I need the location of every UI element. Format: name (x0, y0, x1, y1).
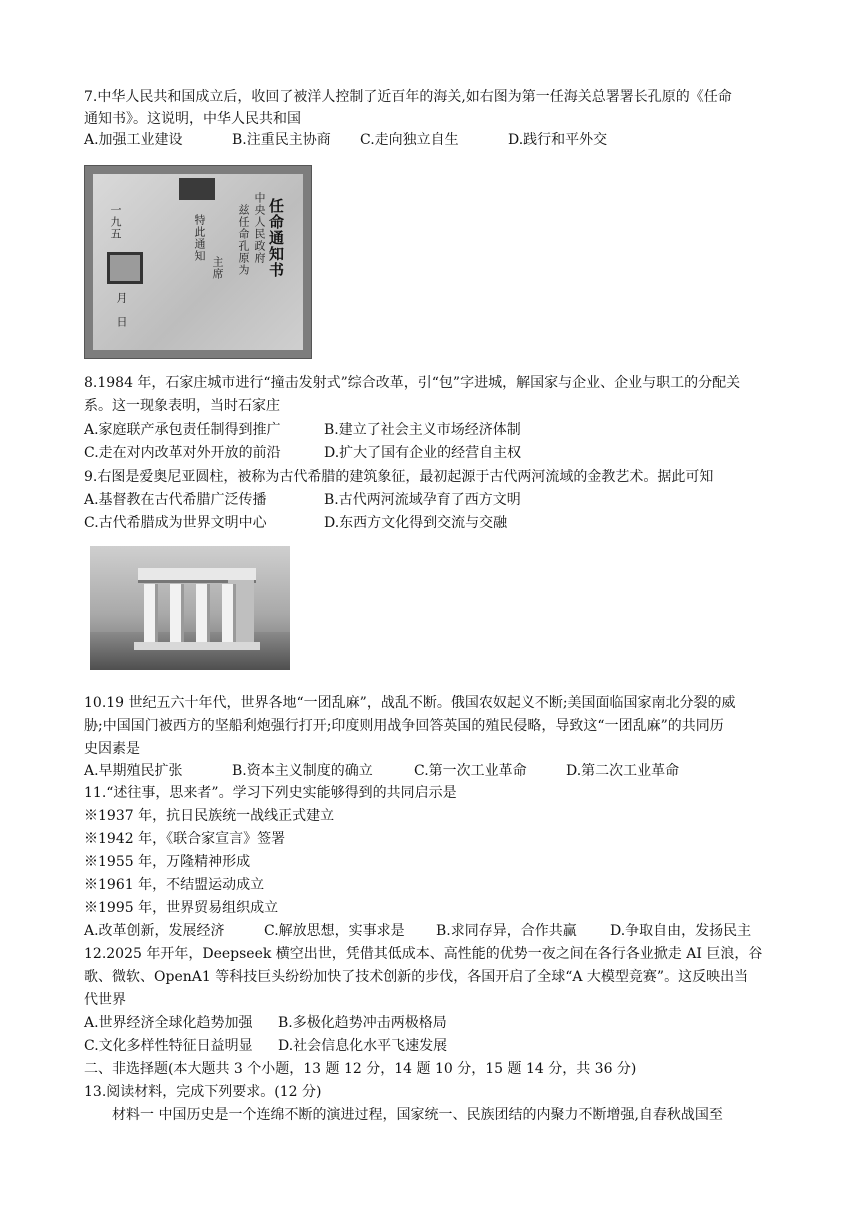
notice-notify-text: 特此通知 (193, 214, 206, 262)
q7-stem-line2: 通知书》。这说明，中华人民共和国 (84, 111, 301, 127)
q8-stem-line2: 系。这一现象表明，当时石家庄 (84, 398, 280, 414)
q10-option-a: A.早期殖民扩张 (84, 763, 183, 779)
notice-paper (93, 174, 303, 350)
notice-appointee-text: 兹任命孔原为 (237, 204, 250, 276)
q7-stem-line1: 7.中华人民共和国成立后，收回了被洋人控制了近百年的海关,如右图为第一任海关总署署长孔原的《任命 (84, 89, 732, 105)
photo-ground (90, 632, 290, 670)
q10-stem-line3: 史因素是 (84, 741, 140, 757)
q8-stem-line1: 8.1984 年，石家庄城市进行“撞击发射式”综合改革，引“包”字进城，解国家与企业、企业与职工的分配关 (84, 375, 741, 391)
q12-option-d: D.社会信息化水平飞速发展 (278, 1038, 448, 1054)
red-seal-icon (107, 252, 143, 284)
q7-option-d: D.践行和平外交 (508, 132, 608, 148)
q11-fact: ※1961 年，不结盟运动成立 (84, 877, 265, 893)
q13-material1: 材料一 中国历史是一个连绵不断的演进过程，国家统一、民族团结的内聚力不断增强,自春秋战国至 (112, 1107, 723, 1123)
q13-stem-line1: 13.阅读材料，完成下列要求。(12 分) (84, 1084, 322, 1100)
q12-option-b: B.多极化趋势冲击两极格局 (278, 1015, 447, 1031)
ionic-column (144, 584, 155, 642)
notice-sign-text: 主席 (211, 256, 224, 280)
photo-stamp (179, 178, 215, 200)
q10-option-c: C.第一次工业革命 (414, 763, 527, 779)
temple-base (134, 642, 260, 650)
q11-fact: ※1995 年，世界贸易组织成立 (84, 900, 279, 916)
q9-option-c: C.古代希腊成为世界文明中心 (84, 515, 267, 531)
q8-option-b: B.建立了社会主义市场经济体制 (324, 422, 521, 438)
notice-date-md: 月 日 (115, 292, 128, 328)
q11-option-c: C.解放思想，实事求是 (264, 923, 405, 939)
q8-option-d: D.扩大了国有企业的经营自主权 (324, 445, 522, 461)
q10-option-d: D.第二次工业革命 (566, 763, 680, 779)
q10-stem-line1: 10.19 世纪五六十年代，世界各地“一团乱麻”，战乱不断。俄国农奴起义不断;美国面临国家南北分裂的威 (84, 695, 736, 711)
notice-date-year: 一九五 (109, 204, 122, 240)
q11-option-b: B.求同存异，合作共赢 (436, 923, 577, 939)
notice-header-text: 中央人民政府 (253, 192, 266, 264)
q7-option-c: C.走向独立自生 (360, 132, 459, 148)
q11-fact: ※1942 年，《联合家宣言》签署 (84, 831, 286, 847)
q10-stem-line2: 胁;中国国门被西方的坚船利炮强行打开;印度则用战争回答英国的殖民侵略，导致这“一团乱麻”的共同历 (84, 718, 724, 734)
q10-option-b: B.资本主义制度的确立 (232, 763, 373, 779)
q12-stem-line2: 歌、微软、OpenA1 等科技巨头纷纷加快了技术创新的步伐，各国开启了全球“A 大模型竞赛”。这反映出当 (84, 969, 749, 985)
q8-option-a: A.家庭联产承包责任制得到推广 (84, 422, 281, 438)
appointment-notice-photo (84, 165, 312, 359)
notice-title: 任命通知书 (267, 198, 285, 278)
q7-option-b: B.注重民主协商 (232, 132, 331, 148)
q11-option-d: D.争取自由，发扬民主 (610, 923, 752, 939)
ionic-column (170, 584, 181, 642)
q12-stem-line1: 12.2025 年开年，Deepseek 横空出世，凭借其低成本、高性能的优势一夜之间在各行各业掀走 AI 巨浪，谷 (84, 946, 763, 962)
q7-option-a: A.加强工业建设 (84, 132, 183, 148)
q9-option-a: A.基督教在古代希腊广泛传播 (84, 492, 267, 508)
q11-fact: ※1937 年，抗日民族统一战线正式建立 (84, 808, 335, 824)
q12-option-c: C.文化多样性特征日益明显 (84, 1038, 253, 1054)
q12-option-a: A.世界经济全球化趋势加强 (84, 1015, 253, 1031)
q9-stem-line1: 9.右图是爱奥尼亚圆柱，被称为古代希腊的建筑象征，最初起源于古代两河流域的金教艺术。据此可知 (84, 469, 714, 485)
ionic-column (196, 584, 207, 642)
q8-option-c: C.走在对内改革对外开放的前沿 (84, 445, 281, 461)
section2-heading: 二、非选择题(本大题共 3 个小题，13 题 12 分，14 题 10 分，15 题 14 分，共 36 分) (84, 1061, 637, 1077)
ionic-column (222, 584, 233, 642)
ionic-temple-photo (90, 546, 290, 670)
q12-stem-line3: 代世界 (84, 992, 126, 1008)
q11-stem-line1: 11.“述往事，思来者”。学习下列史实能够得到的共同启示是 (84, 785, 457, 801)
q9-option-d: D.东西方文化得到交流与交融 (324, 515, 508, 531)
q11-option-a: A.改革创新，发展经济 (84, 923, 225, 939)
q9-option-b: B.古代两河流域孕育了西方文明 (324, 492, 521, 508)
q11-fact: ※1955 年，万隆精神形成 (84, 854, 251, 870)
